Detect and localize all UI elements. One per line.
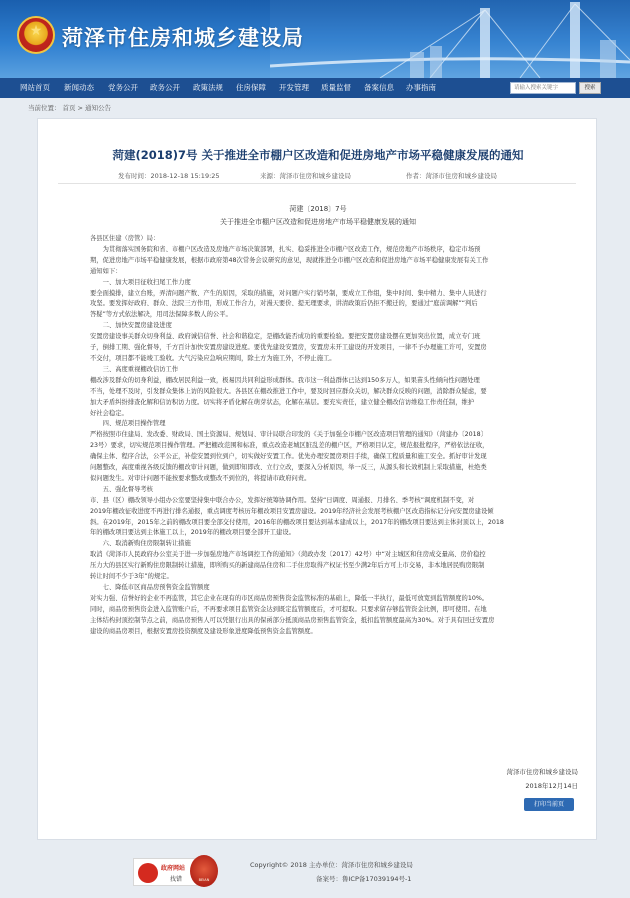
body-line: 要全面摸排，建立台账，弄清问题产数、产生的原因，采取的措施，对问题户实行销号制，要成立工作组，集中时间、集中精力、集中人员进行 (90, 289, 487, 297)
body-line: 主体结构封顶控制节点之前，商品房预售人可以凭银行出具的保函部分抵顶商品房预售监管资金，抵扣监管额度最高为30%。对于具有回迁安置房 (90, 616, 495, 624)
body-line: 二、加快安置房建设进度 (90, 322, 172, 330)
article-panel (37, 118, 597, 840)
body-line: 期，促进房地产市场平稳健康发展，根据市政府第48次常务会议研究的意见，现就推进全市棚户区改造和促进房地产市场平稳健康发展有关工作 (90, 256, 489, 264)
body-line: 棚改涉及群众的切身利益，棚改居民利益一致，极易因共同利益形成群体。我市这一利益群体已达到150多万人，如果苗头性倾向性问题处理 (90, 376, 480, 384)
body-line: 答疑”等方式依法解决，用司法保障多数人的公平。 (90, 311, 232, 319)
body-line: 年的棚改项目要达到主体施工以上，2019年的棚改项目要全部开工建设。 (90, 529, 295, 537)
body-line: 建设的商品房项目，根据安置房投资额度及建设形象进度降低预售资金监管额度。 (90, 627, 317, 635)
body-line: 不当，处理不及时，引发群众集体上访的风险很大。各县区在棚改推进工作中，要及时回应群众关切，解决群众反映的问题，消除群众疑虑，要 (90, 387, 487, 395)
body-line: 2019年棚改征收进度不再进行排名通报，重点调度考核历年棚改项目安置房建设。2019年经济社会发展考核棚户区改造指标记分向安置房建设倾 (90, 507, 494, 515)
body-line: 对实力强、信誉好的企业不再监管，其它企业在现有的市区商品房预售资金监管标准的基础上，降低一半执行，最低可放宽到监管额度的10%。 (90, 594, 489, 602)
body-line: 似问题发生。对审计问题不能按要求整改或整改不到位的，将提请市政府问责。 (90, 474, 311, 482)
nav-item-filing[interactable]: 备案信息 (364, 83, 394, 92)
body-line: 同时，商品房预售资金进入监管账户后，不再要求项目监管资金达到既定监管额度后，才可提取。只要求留存够监管资金比例，即可使用。在地 (90, 605, 487, 613)
sign-date: 2018年12月14日 (525, 782, 578, 790)
source-label: 来源： (260, 172, 280, 180)
nav-item-development[interactable]: 开发管理 (279, 83, 309, 92)
document-number: 菏建〔2018〕7号 (289, 205, 347, 213)
gov-site-logo-icon (138, 863, 158, 883)
badge-subtitle: 找错 (170, 876, 183, 883)
copyright: Copyright© 2018 主办单位：菏泽市住房和城乡建设局 (250, 861, 413, 869)
body-line: 23号）要求，切实规范项目操作管理。严把棚改范围和标准，重点改造老城区脏乱差的棚户区，严格项目认定，规范报批程序，严格依法征收， (90, 442, 489, 450)
body-line: 严格按照市住建局、发改委、财政局、国土资源局、规划局、审计局联合印发的《关于加强全市棚户区改造项目管理的通知》（菏建办〔2018〕 (90, 431, 487, 439)
nav-item-party[interactable]: 党务公开 (108, 83, 138, 92)
body-line: 各县区住建（房管）局： (90, 235, 160, 242)
body-line: 问题整改，高度重视各级反馈的棚改审计问题，做到即知即改、立行立改，要深入分析原因，举一反三，从源头和长效机制上采取措施，杜绝类 (90, 464, 487, 472)
national-emblem-icon: ★ (17, 16, 55, 54)
body-line: 不交付，项目都不能竣工验收。大气污染应急响应期间，除土方为施工外，不停止施工。 (90, 354, 336, 362)
search-button[interactable]: 搜索 (579, 82, 601, 94)
body-line: 安置房建设事关群众切身利益、政府诚信信誉、社会和谐稳定，是棚改能否成功的重要检验。要把安置房建设摆在更加突出位置，成立专门班 (90, 333, 481, 341)
icp-number[interactable]: 备案号：鲁ICP备17039194号-1 (316, 875, 412, 883)
article-author (406, 171, 497, 180)
nav-item-news[interactable]: 新闻动态 (64, 83, 94, 92)
nav-item-policy[interactable]: 政策法规 (193, 83, 223, 92)
body-line: 加大矛盾纠纷排查化解和信访积访力度。切实将矛盾化解在萌芽状态，化解在基层。要充实责任，建立健全棚改信访维稳工作责任制，维护 (90, 398, 475, 406)
body-line: 好社会稳定。 (90, 409, 128, 417)
body-line: 攻坚。要发挥好政府、群众、法院三方作用，形成工作合力，对漫天要价、提无理要求，讲清政策后仍拒不搬迁的，要通过“庭前调解”“判后 (90, 300, 478, 308)
signature: 菏泽市住房和城乡建设局 (506, 768, 578, 776)
document-subtitle: 关于推进全市棚户区改造和促进房地产市场平稳健康发展的通知 (220, 218, 416, 226)
breadcrumb-label: 当前位置： (28, 104, 61, 112)
source-value: 菏泽市住房和城乡建设局 (279, 172, 351, 180)
meta-divider (58, 183, 576, 184)
breadcrumb-current[interactable]: 通知公告 (84, 104, 111, 112)
breadcrumb (28, 103, 113, 112)
body-line: 七、降低市区商品房预售资金监管额度 (90, 584, 210, 591)
article-title: 菏建(2018)7号 关于推进全市棚户区改造和促进房地产市场平稳健康发展的通知 (112, 148, 524, 162)
body-line: 通知如下： (90, 267, 122, 275)
body-line: 四、规范项目操作管理 (90, 420, 166, 428)
body-line: 为贯彻落实国务院和省、市棚户区改造及房地产市场决策部署，扎实、稳妥推进全市棚户区改造工作，规范房地产市场秩序，稳定市场预 (90, 245, 481, 253)
article-body (90, 234, 598, 638)
nav-item-quality[interactable]: 质量监督 (321, 83, 351, 92)
nav-item-gov[interactable]: 政务公开 (150, 83, 180, 92)
body-line: 子，倒排工期、强化督导，千方百计加快安置房建设进度。要优先建设安置房，安置房未开工建设的开发项目，一律不予办理施工许可，安置房 (90, 344, 487, 352)
beian-badge-text: BEIAN (198, 878, 210, 882)
city-skyline-illustration (270, 0, 630, 78)
body-line: 五、强化督导考核 (90, 485, 153, 493)
breadcrumb-separator: > (77, 104, 83, 112)
site-title: 菏泽市住房和城乡建设局 (62, 26, 304, 50)
print-button[interactable]: 打印当前页 (524, 798, 574, 811)
body-line: 转让时间不少于3年”的规定。 (90, 573, 173, 581)
publish-time-value: 2018-12-18 15:19:25 (150, 172, 220, 180)
article-source (260, 171, 351, 180)
site-banner (0, 0, 630, 78)
nav-item-guide[interactable]: 办事指南 (406, 83, 436, 92)
body-line: 市、县（区）棚改领导小组办公室要坚持集中联合办公，发挥好统筹协调作用。坚持“日调度、周通报、月排名、季考核”调度机制不变，对 (90, 496, 475, 504)
body-line: 取消《菏泽市人民政府办公室关于进一步加强房地产市场调控工作的通知》（菏政办发〔2017〕42号）中“对主城区和住房成交量高、房价稳控 (90, 551, 486, 559)
footer (0, 848, 630, 898)
body-line: 一、加大项目征收扫尾工作力度 (90, 278, 191, 286)
nav-item-home[interactable]: 网站首页 (20, 83, 50, 92)
search-input[interactable]: 请输入搜索关键字 (510, 82, 576, 94)
breadcrumb-home[interactable]: 首页 (62, 104, 76, 112)
publish-time-label: 发布时间： (118, 172, 151, 180)
author-value: 菏泽市住房和城乡建设局 (425, 172, 497, 180)
publish-time (118, 171, 220, 180)
beian-badge-icon[interactable] (190, 855, 218, 887)
body-line: 确保主体、程序合法，公平公正，补偿安置到位到户，切实做好安置工作。优先办理安置房项目手续，确保工程质量和施工安全。抓好审计发现 (90, 453, 487, 461)
author-label: 作者： (406, 172, 426, 180)
nav-item-housing[interactable]: 住房保障 (236, 83, 266, 92)
body-line: 斜。在2019年，2015年之前的棚改项目要全部交付使用，2016年的棚改项目要达到基本建成以上，2017年的棚改项目要达到主体封顶以上，2018 (90, 518, 504, 526)
body-line: 三、高度重视棚改信访工作 (90, 365, 179, 373)
badge-title: 政府网站 (161, 865, 186, 872)
body-line: 压力大的县区实行新购住房限制转让措施，即所购买的新建商品住房和二手住房取得产权证书至少满2年后方可上市交易，非本地居民购房限制 (90, 562, 485, 570)
body-line: 六、取消新购住房限制转让措施 (90, 540, 191, 548)
